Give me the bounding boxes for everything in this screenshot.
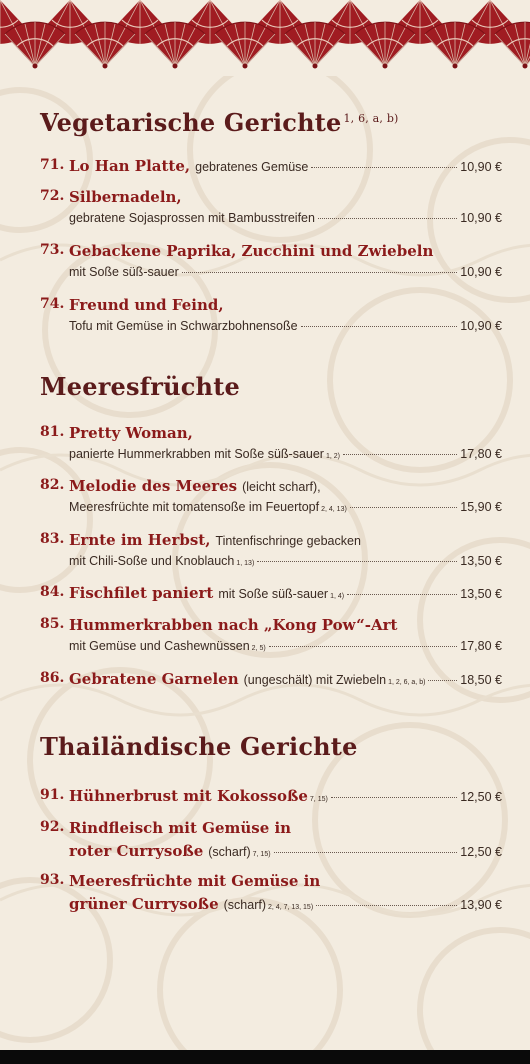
dot-leader [316, 905, 457, 906]
allergen-note: 2, 5) [251, 645, 266, 652]
dot-leader [428, 680, 457, 681]
menu-item [40, 424, 502, 468]
dish-description: gebratene Sojasprossen mit Bambusstreifen [69, 211, 315, 225]
allergen-note: 7, 15) [252, 851, 271, 858]
bottom-bar [0, 1050, 530, 1064]
allergen-note: 1, 2) [325, 453, 340, 460]
dot-leader [257, 561, 457, 562]
menu-item [40, 872, 502, 916]
menu-item [40, 531, 502, 575]
dish-description: Meeresfrüchte mit tomatensoße im Feuertopf [69, 500, 320, 514]
menu-item [40, 296, 502, 340]
menu-item [40, 242, 502, 286]
dish-price: 10,90 € [460, 319, 502, 333]
dish-description: gebratenes Gemüse [195, 160, 309, 174]
allergen-note: 2, 4, 7, 13, 15) [268, 904, 314, 911]
dish-price: 15,90 € [460, 500, 502, 514]
dish-description: mit Soße süß-sauer [69, 265, 179, 279]
dish-name: Meeresfrüchte mit Gemüse in [69, 872, 321, 890]
menu-item [40, 477, 502, 521]
dish-price: 12,50 € [460, 790, 502, 804]
menu-item [40, 670, 502, 690]
dish-name: Fischfilet paniert [69, 584, 214, 602]
item-number: 92. [40, 819, 65, 835]
menu-item [40, 819, 502, 863]
dish-name: Hummerkrabben nach „Kong Pow“-Art [69, 616, 398, 634]
dish-name: Silbernadeln, [69, 188, 182, 206]
item-number: 86. [40, 670, 65, 686]
dish-name: Hühnerbrust mit Kokossoße [69, 787, 308, 805]
dot-leader [350, 507, 457, 508]
item-number: 74. [40, 296, 65, 312]
dish-price: 10,90 € [460, 160, 502, 174]
dish-name: Rindfleisch mit Gemüse in [69, 819, 292, 837]
dish-name-continued: roter Currysoße [69, 842, 204, 860]
dish-price: 13,50 € [460, 554, 502, 568]
dish-name: Gebackene Paprika, Zucchini und Zwiebeln [69, 242, 434, 260]
allergen-note: 1, 4) [330, 593, 345, 600]
dish-name: Freund und Feind, [69, 296, 224, 314]
dish-description: Tofu mit Gemüse in Schwarzbohnensoße [69, 319, 298, 333]
dish-name: Gebratene Garnelen [69, 670, 239, 688]
dish-description: mit Gemüse und Cashewnüssen [69, 639, 250, 653]
dish-price: 10,90 € [460, 265, 502, 279]
dish-description: mit Soße süß-sauer [218, 587, 329, 601]
dish-description: mit Chili-Soße und Knoblauch [69, 554, 235, 568]
item-number: 91. [40, 787, 65, 803]
dish-name: Ernte im Herbst, [69, 531, 211, 549]
item-number: 73. [40, 242, 65, 258]
dish-price: 18,50 € [460, 673, 502, 687]
dot-leader [182, 272, 458, 273]
section-title-vegetarian: Vegetarische Gerichte $^{1, 6, a, b)}$ [40, 108, 399, 137]
dish-name: Lo Han Platte, [69, 157, 191, 175]
dish-description: (ungeschält) mit Zwiebeln [243, 673, 387, 687]
dish-name: Melodie des Meeres [69, 477, 238, 495]
dot-leader [301, 326, 458, 327]
dish-name-continued: grüner Currysoße [69, 895, 219, 913]
dot-leader [311, 167, 457, 168]
section-title-seafood: Meeresfrüchte [40, 372, 240, 401]
dot-leader [269, 646, 458, 647]
dot-leader [331, 797, 457, 798]
item-number: 72. [40, 188, 65, 204]
menu-item [40, 188, 502, 232]
dish-price: 17,80 € [460, 447, 502, 461]
dot-leader [347, 594, 457, 595]
dish-price: 17,80 € [460, 639, 502, 653]
dish-description: (leicht scharf), [242, 480, 321, 494]
section-allergen-note: 1, 6, a, b) [343, 112, 399, 125]
dot-leader [343, 454, 457, 455]
allergen-note: 2, 4, 13) [321, 506, 347, 513]
dot-leader [274, 852, 458, 853]
item-number: 85. [40, 616, 65, 632]
item-number: 83. [40, 531, 65, 547]
dish-price: 12,50 € [460, 845, 502, 859]
menu-item [40, 787, 502, 807]
item-number: 71. [40, 157, 65, 173]
allergen-note: 1, 2, 6, a, b) [388, 679, 426, 686]
dot-leader [318, 218, 457, 219]
dish-price: 13,50 € [460, 587, 502, 601]
item-number: 84. [40, 584, 65, 600]
item-number: 93. [40, 872, 65, 888]
section-title-thai: Thailändische Gerichte [40, 732, 358, 761]
allergen-note: 7, 15) [309, 796, 328, 803]
dish-description: panierte Hummerkrabben mit Soße süß-sauer [69, 447, 324, 461]
dish-price: 10,90 € [460, 211, 502, 225]
allergen-note: 1, 13) [236, 560, 255, 567]
menu-item [40, 584, 502, 604]
dish-description: Tintenfischringe gebacken [215, 534, 361, 548]
menu-item [40, 157, 502, 177]
item-number: 82. [40, 477, 65, 493]
dish-price: 13,90 € [460, 898, 502, 912]
dish-name: Pretty Woman, [69, 424, 193, 442]
dish-description: (scharf) [208, 845, 251, 859]
dish-description: (scharf) [223, 898, 267, 912]
item-number: 81. [40, 424, 65, 440]
menu-item [40, 616, 502, 660]
